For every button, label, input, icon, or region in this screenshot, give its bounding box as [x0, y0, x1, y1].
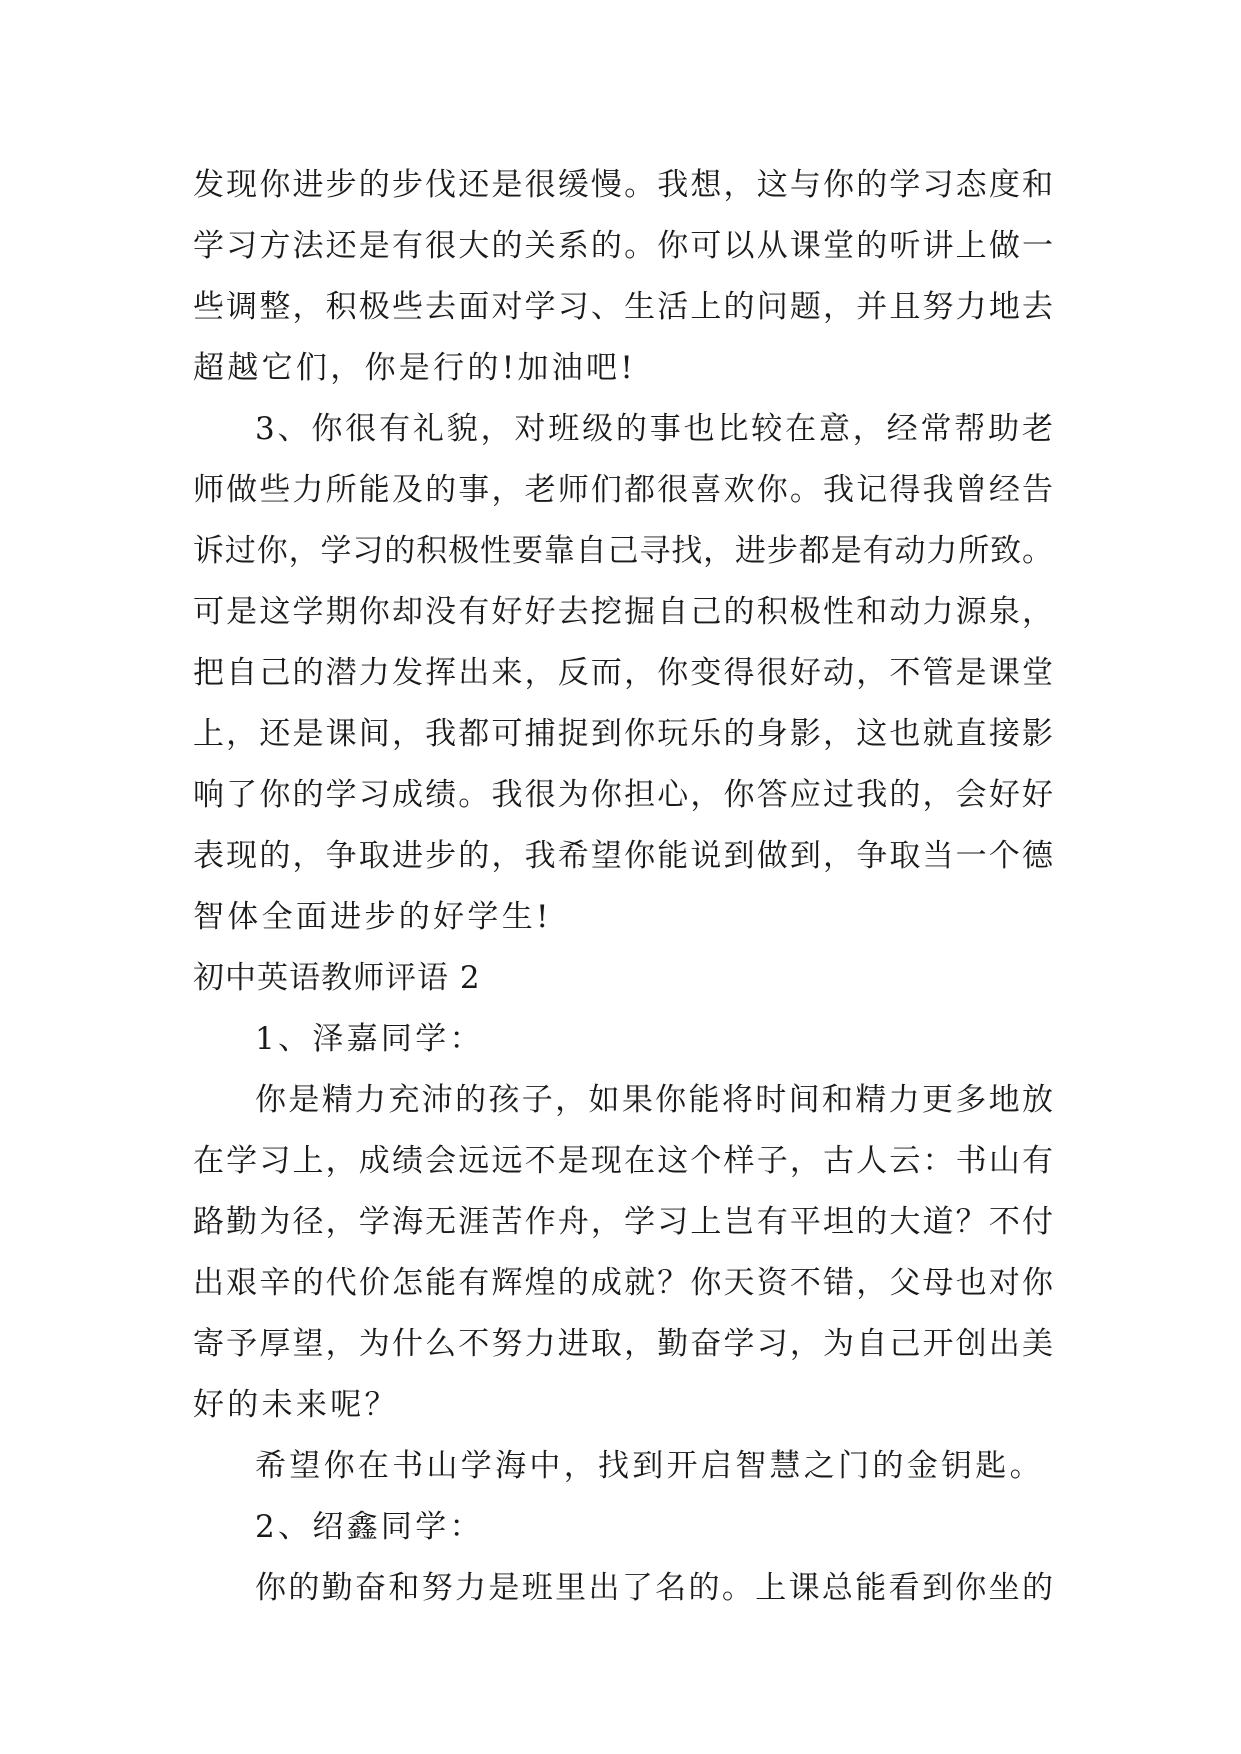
text-line: 希望你在书山学海中，找到开启智慧之门的金钥匙。	[255, 1448, 1044, 1484]
text-line: 师做些力所能及的事，老师们都很喜欢你。我记得我曾经告	[193, 472, 1053, 508]
text-line: 超越它们，你是行的!加油吧!	[193, 350, 637, 386]
text-line: 3、你很有礼貌，对班级的事也比较在意，经常帮助老	[255, 411, 1053, 447]
text-line: 表现的，争取进步的，我希望你能说到做到，争取当一个德	[193, 838, 1053, 874]
text-line: 2、绍鑫同学：	[255, 1509, 484, 1545]
text-line: 把自己的潜力发挥出来，反而，你变得很好动，不管是课堂	[193, 655, 1053, 691]
text-line: 些调整，积极些去面对学习、生活上的问题，并且努力地去	[193, 289, 1053, 325]
text-line: 1、泽嘉同学：	[255, 1021, 484, 1057]
text-line: 你的勤奋和努力是班里出了名的。上课总能看到你坐的	[255, 1570, 1053, 1606]
document-body	[193, 155, 1053, 1619]
text-line: 可是这学期你却没有好好去挖掘自己的积极性和动力源泉，	[193, 594, 1053, 630]
text-line: 响了你的学习成绩。我很为你担心，你答应过我的，会好好	[193, 777, 1053, 813]
text-line: 上，还是课间，我都可捕捉到你玩乐的身影，这也就直接影	[193, 716, 1053, 752]
text-line: 在学习上，成绩会远远不是现在这个样子，古人云：书山有	[193, 1143, 1053, 1179]
text-line: 你是精力充沛的孩子，如果你能将时间和精力更多地放	[255, 1082, 1053, 1118]
text-line: 智体全面进步的好学生!	[193, 899, 552, 935]
text-line: 好的未来呢？	[193, 1387, 399, 1423]
text-line: 学习方法还是有很大的关系的。你可以从课堂的听讲上做一	[193, 228, 1053, 264]
text-line: 发现你进步的步伐还是很缓慢。我想，这与你的学习态度和	[193, 167, 1053, 203]
text-line: 寄予厚望，为什么不努力进取，勤奋学习，为自己开创出美	[193, 1326, 1053, 1362]
text-line: 出艰辛的代价怎能有辉煌的成就？你天资不错，父母也对你	[193, 1265, 1053, 1301]
text-line: 路勤为径，学海无涯苦作舟，学习上岂有平坦的大道？不付	[193, 1204, 1053, 1240]
text-line: 诉过你，学习的积极性要靠自己寻找，进步都是有动力所致。	[193, 533, 1053, 569]
section-heading: 初中英语教师评语 2	[193, 960, 481, 996]
